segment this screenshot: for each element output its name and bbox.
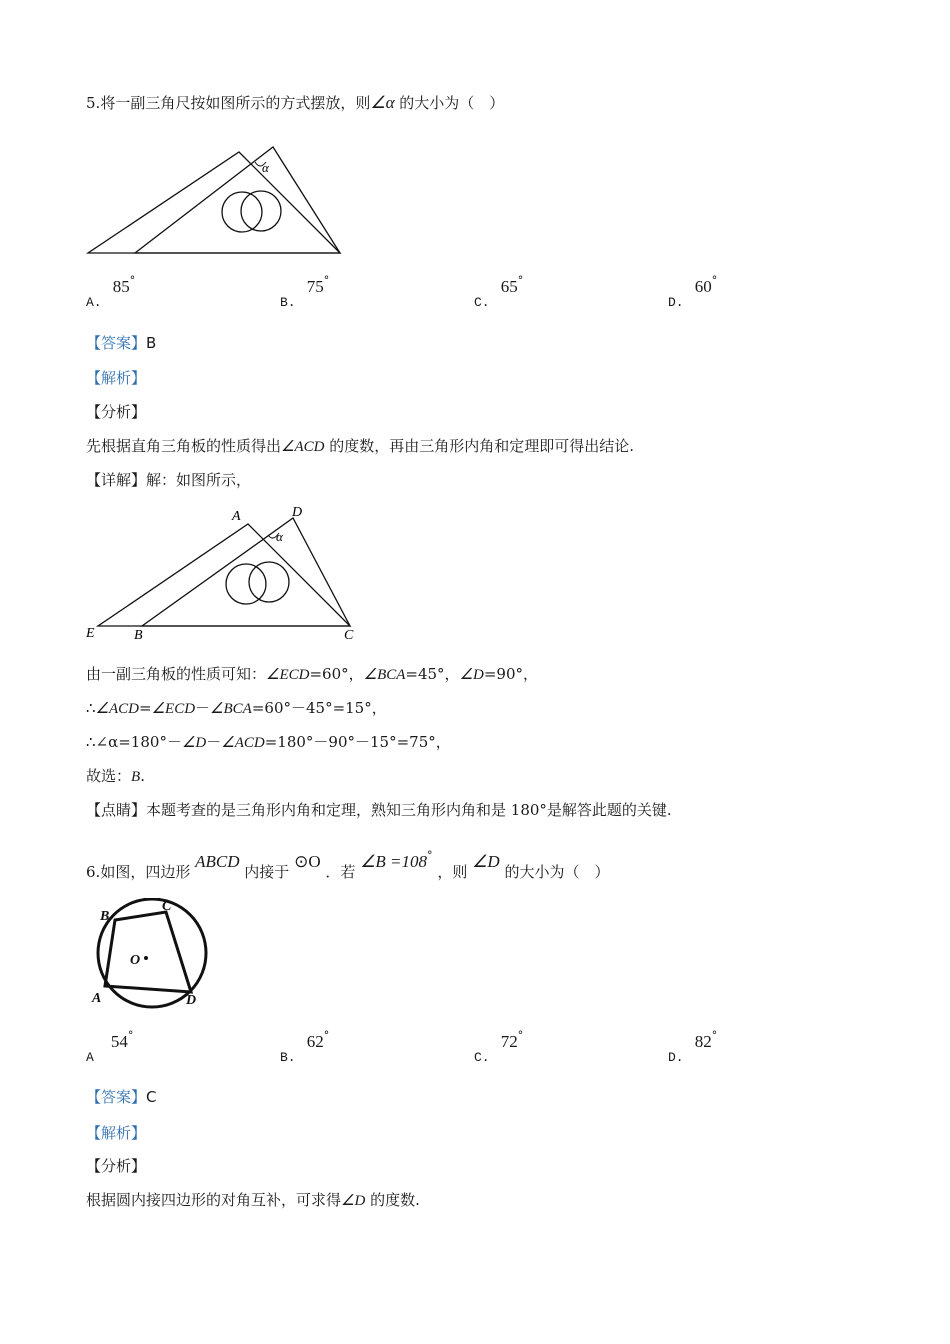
q5-option-d[interactable]: $_{D.}$ 60° xyxy=(668,274,718,310)
q5-fig1-alpha: α xyxy=(262,160,269,175)
q6-answer xyxy=(86,1087,157,1107)
q6-label-o: O xyxy=(130,953,141,968)
q5-fenxi-tag: 【分析】 xyxy=(86,403,147,421)
q5-dianjing-tag: 【点睛】 xyxy=(86,801,147,819)
q6-option-c[interactable]: $_{C.}$ 72° xyxy=(474,1029,524,1065)
q5-detail-tag: 【详解】 xyxy=(86,471,147,489)
q5-answer xyxy=(86,333,156,353)
q6-option-d[interactable]: $_{D.}$ 82° xyxy=(668,1029,718,1065)
q6-answer-tag: 【答案】 xyxy=(86,1088,147,1106)
q5-circle-left xyxy=(222,192,262,232)
q5-triangle-45 xyxy=(88,152,340,253)
q5-answer-value: B xyxy=(146,334,157,352)
q5-figure-labeled xyxy=(80,500,370,645)
q5-stem xyxy=(86,93,504,113)
q5-conclusion: 故选：B. xyxy=(86,767,145,785)
q6-label-d: D xyxy=(186,993,197,1008)
q6-label-c: C xyxy=(162,899,172,914)
q5-fig2-triangle-60 xyxy=(142,518,350,626)
q5-option-a[interactable]: $_{A.}$ 85° xyxy=(86,274,136,310)
q5-fig2-circle-left xyxy=(226,564,266,604)
q6-fenxi-text: 根据圆内接四边形的对角互补，可求得∠D 的度数. xyxy=(86,1191,420,1209)
q6-label-a: A xyxy=(92,991,102,1006)
q5-step2: ∴∠ACD=∠ECD－∠BCA=60°－45°=15°， xyxy=(86,699,387,717)
q5-triangle-60 xyxy=(135,147,340,253)
q5-step3: ∴∠α=180°－∠D－∠ACD=180°－90°－15°=75°， xyxy=(86,733,451,751)
q6-number: 6. xyxy=(86,863,101,881)
q6-fenxi-tag: 【分析】 xyxy=(86,1157,147,1175)
q6-quadrilateral xyxy=(105,912,191,992)
q5-fenxi-text: 先根据直角三角板的性质得出∠ACD 的度数，再由三角形内角和定理即可得出结论. xyxy=(86,437,635,455)
q6-stem: 6.如图，四边形 ABCD 内接于 ⊙O ．若 ∠B =108° ，则 ∠D 的大小为（ ） xyxy=(86,849,610,881)
q6-option-a[interactable]: $_A$ 54° xyxy=(86,1029,134,1065)
q6-figure-circle xyxy=(88,898,218,1013)
q5-option-b[interactable]: $_{B.}$ 75° xyxy=(280,274,330,310)
q5-fig2-triangle-45 xyxy=(98,524,350,626)
q5-figure-triangles xyxy=(80,140,360,265)
q6-option-b[interactable]: $_{B.}$ 62° xyxy=(280,1029,330,1065)
q5-stem-post: 的大小为（ ） xyxy=(399,94,505,112)
label-alpha: α xyxy=(276,529,283,544)
q5-step1: 由一副三角板的性质可知：∠ECD=60°，∠BCA=45°，∠D=90°， xyxy=(86,665,538,683)
label-a: A xyxy=(232,509,241,524)
q5-number: 5. xyxy=(86,94,101,112)
label-b: B xyxy=(134,628,143,643)
q5-answer-tag: 【答案】 xyxy=(86,334,147,352)
q5-dianjing: 【点睛】本题考查的是三角形内角和定理，熟知三角形内角和是 180°是解答此题的关键. xyxy=(86,801,672,819)
q6-analysis-tag: 【解析】 xyxy=(86,1124,147,1142)
q5-analysis-tag: 【解析】 xyxy=(86,369,147,387)
label-c: C xyxy=(344,628,354,643)
q5-option-c[interactable]: $_{C.}$ 65° xyxy=(474,274,524,310)
q6-label-b: B xyxy=(100,909,110,924)
label-d: D xyxy=(292,505,303,520)
q5-stem-pre: 将一副三角尺按如图所示的方式摆放，则 xyxy=(100,94,371,112)
q5-fig2-circle-right xyxy=(249,562,289,602)
q5-stem-angle: ∠α xyxy=(370,93,395,112)
q5-detail: 【详解】解：如图所示， xyxy=(86,471,252,489)
q5-circle-right xyxy=(241,191,281,231)
label-e: E xyxy=(86,626,95,641)
q6-answer-value: C xyxy=(146,1088,157,1106)
q6-center-dot xyxy=(144,956,148,960)
